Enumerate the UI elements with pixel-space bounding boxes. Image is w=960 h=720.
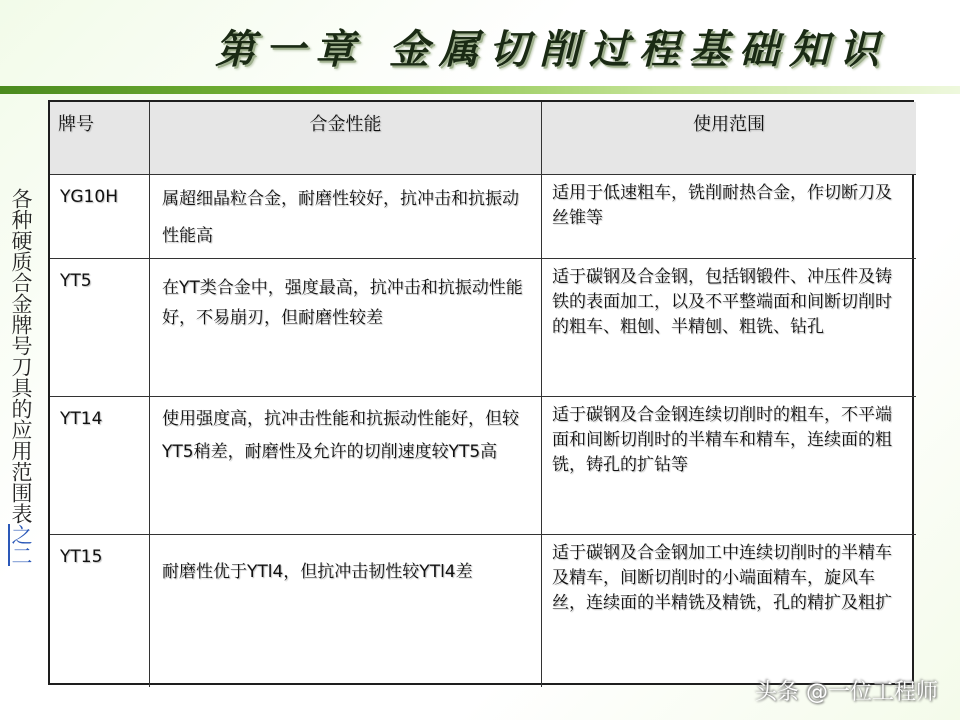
header-usage: 使用范围 bbox=[542, 102, 916, 175]
row-4-property: 耐磨性优于YTl4，但抗冲击韧性较YTl4差 bbox=[150, 535, 542, 687]
row-4-usage: 适于碳钢及合金钢加工中连续切削时的半精车及精车，间断切削时的小端面精车，旋风车丝，连续面的半精铣及精铣，孔的精扩及粗扩 bbox=[552, 543, 892, 613]
row-2-grade: YT5 bbox=[50, 259, 150, 397]
row-1-usage: 适用于低速粗车，铣削耐热合金，作切断刀及丝锥等 bbox=[542, 175, 916, 259]
side-caption-text: 各种硬质合金牌号刀具的应用范围表 bbox=[9, 188, 33, 524]
row-1-grade: YG10H bbox=[50, 175, 150, 259]
row-3-grade: YT14 bbox=[50, 397, 150, 535]
row-4-grade: YT15 bbox=[50, 535, 150, 687]
header-property: 合金性能 bbox=[150, 102, 542, 175]
row-1-property: 属超细晶粒合金，耐磨性较好，抗冲击和抗振动性能高 bbox=[150, 175, 542, 259]
page-title: 第一章 金属切削过程基础知识 bbox=[215, 26, 889, 73]
row-2-usage: 适于碳钢及合金钢，包括钢锻件、冲压件及铸铁的表面加工，以及不平整端面和间断切削时的粗车、粗刨、半精刨、粗铣、钻孔 bbox=[542, 259, 916, 397]
row-3-usage: 适于碳钢及合金钢连续切削时的粗车，不平端面和间断切削时的半精车和精车，连续面的粗铣，铸孔的扩钻等 bbox=[542, 397, 916, 535]
row-3-property: 使用强度高，抗冲击性能和抗振动性能好，但较YT5稍差，耐磨性及允许的切削速度较YT5高 bbox=[150, 397, 542, 535]
alloy-table bbox=[48, 100, 914, 685]
header-grade: 牌号 bbox=[50, 102, 150, 175]
title-divider-bar bbox=[0, 86, 960, 94]
row-2-property: 在YT类合金中，强度最高，抗冲击和抗振动性能好，不易崩刃，但耐磨性较差 bbox=[150, 259, 542, 397]
side-caption-link[interactable]: 之二 bbox=[9, 524, 33, 566]
watermark: 头条 @一位工程师 bbox=[755, 680, 938, 705]
side-caption bbox=[6, 188, 36, 566]
